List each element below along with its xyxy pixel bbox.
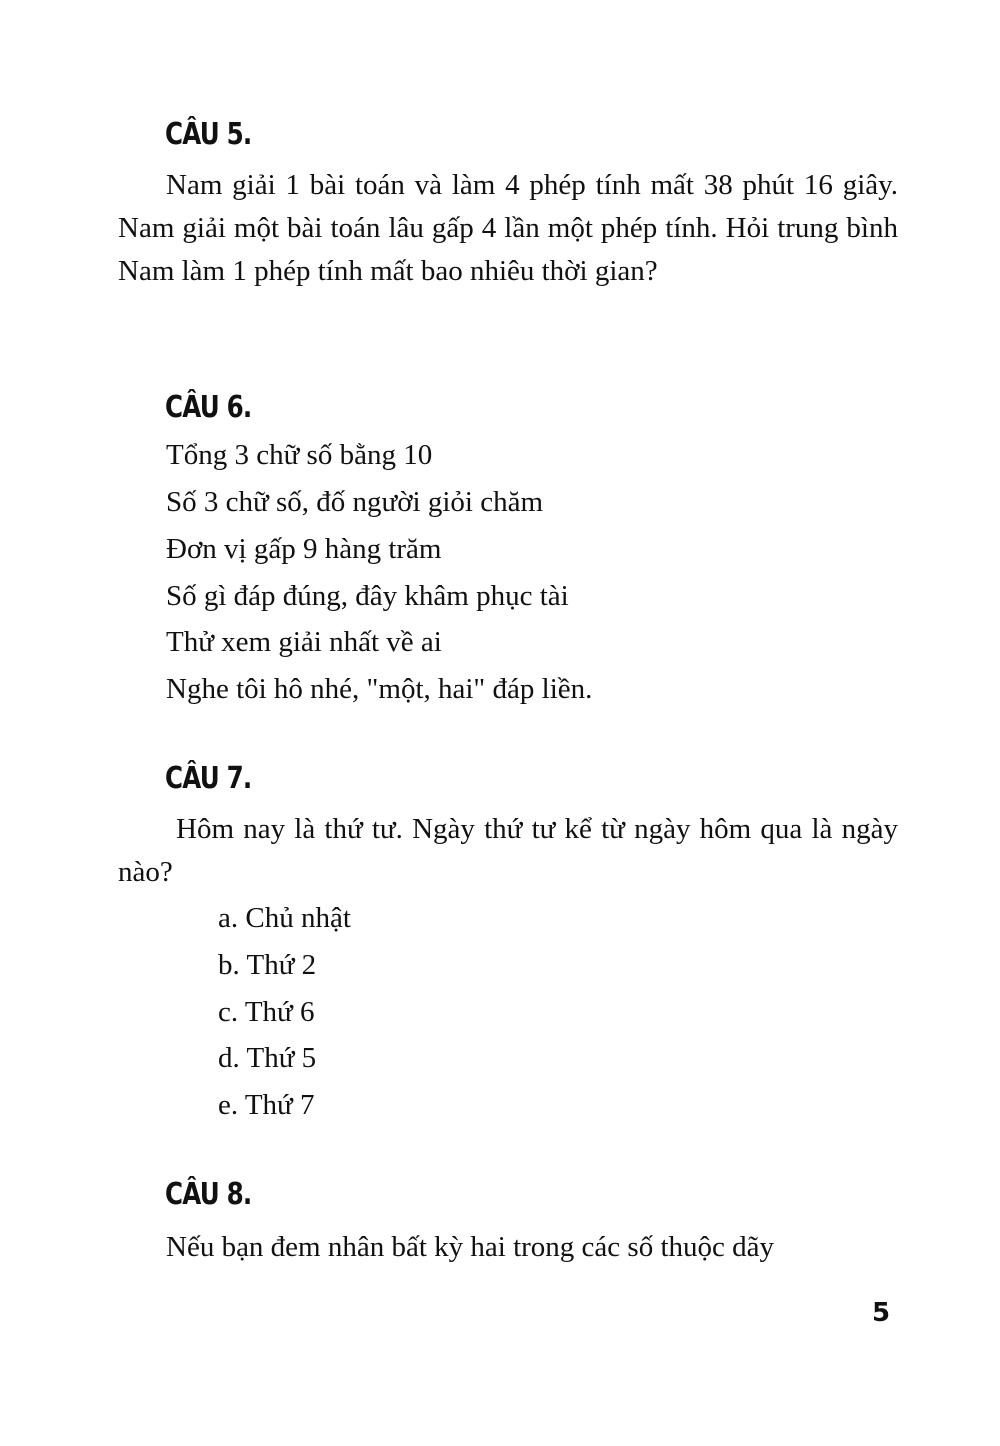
poem-line: Số gì đáp đúng, đây khâm phục tài (166, 580, 569, 612)
poem-line: Nghe tôi hô nhé, "một, hai" đáp liền. (166, 673, 593, 705)
poem-line: Số 3 chữ số, đố người giỏi chăm (166, 486, 544, 518)
answer-option-b: b. Thứ 2 (218, 949, 317, 981)
poem-line: Tổng 3 chữ số bằng 10 (166, 439, 433, 471)
question-5-text: Nam giải 1 bài toán và làm 4 phép tính mất 38 phút 16 giây. Nam giải một bài toán lâu gấp 4 lần một phép tính. Hỏi trung bình Nam làm 1 phép tính mất bao nhiêu thời gian? (118, 169, 898, 287)
poem-line: Thử xem giải nhất về ai (166, 626, 442, 658)
answer-option-d: d. Thứ 5 (218, 1042, 317, 1074)
question-8-text: Nếu bạn đem nhân bất kỳ hai trong các số thuộc dãy (166, 1231, 775, 1263)
page-number: 5 (872, 1298, 891, 1328)
answer-option-a: a. Chủ nhật (218, 902, 351, 934)
question-7-text: Hôm nay là thứ tư. Ngày thứ tư kể từ ngày hôm qua là ngày nào? (118, 813, 898, 888)
answer-option-c: c. Thứ 6 (218, 996, 315, 1028)
answer-option-e: e. Thứ 7 (218, 1089, 315, 1121)
question-5-heading: CÂU 5. (165, 117, 252, 152)
question-6-heading: CÂU 6. (165, 390, 252, 425)
question-8-heading: CÂU 8. (165, 1177, 252, 1212)
question-7-heading: CÂU 7. (165, 761, 252, 796)
poem-line: Đơn vị gấp 9 hàng trăm (166, 533, 442, 565)
